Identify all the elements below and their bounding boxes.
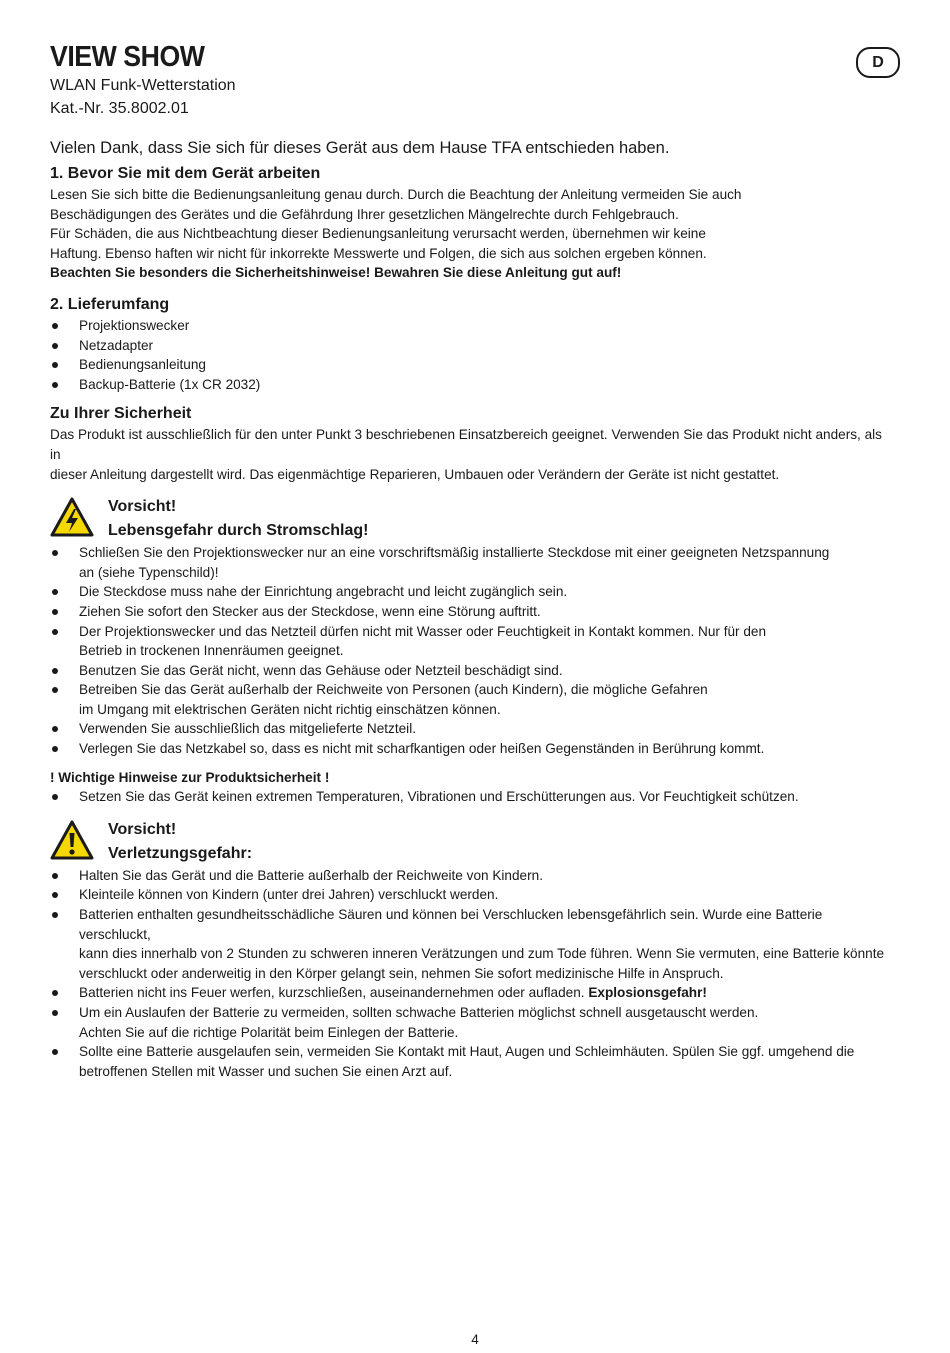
bullet-icon (52, 589, 58, 595)
list-item (50, 739, 895, 759)
important-list (50, 787, 895, 807)
list-item (50, 1042, 895, 1081)
exclamation-hazard-icon (50, 820, 94, 860)
list-item-text: betroffenen Stellen mit Wasser und suchen Sie einen Arzt auf. (79, 1063, 453, 1079)
list-item-text: im Umgang mit elektrischen Geräten nicht richtig einschätzen können. (79, 701, 501, 717)
list-item (50, 582, 895, 602)
intro-text: Vielen Dank, dass Sie sich für dieses Gerät aus dem Hause TFA entschieden haben. (50, 139, 670, 157)
bullet-icon (52, 550, 58, 556)
bullet-icon (52, 990, 58, 996)
list-item-text: an (siehe Typenschild)! (79, 564, 219, 580)
page-number: 4 (471, 1332, 479, 1347)
safety-line: dieser Anleitung dargestellt wird. Das eigenmächtige Reparieren, Umbauen oder Verändern der Geräte ist nicht gestattet. (50, 466, 780, 482)
list-item-text: verschluckt oder anderweitig in den Körper gelangt sein, nehmen Sie sofort medizinische Hilfe in Anspruch. (79, 965, 724, 981)
product-subtitle: WLAN Funk-Wetterstation (50, 77, 236, 94)
bullet-icon (52, 794, 58, 800)
document-page (50, 40, 895, 1081)
bullet-icon (52, 629, 58, 635)
bullet-icon (52, 746, 58, 752)
list-item-text: Benutzen Sie das Gerät nicht, wenn das Gehäuse oder Netzteil beschädigt sind. (79, 662, 563, 678)
section1-body (50, 185, 895, 283)
list-item-text-part: Batterien nicht ins Feuer werfen, kurzschließen, auseinandernehmen oder aufladen. (79, 985, 589, 1001)
injury-warning-list (50, 866, 895, 1082)
list-item (50, 543, 895, 582)
section1-bold-note: Beachten Sie besonders die Sicherheitshinweise! Bewahren Sie diese Anleitung gut auf! (50, 265, 622, 281)
explosion-warning-label: Explosionsgefahr! (588, 985, 707, 1001)
electric-hazard-icon (50, 497, 94, 537)
warning-subtitle: Verletzungsgefahr: (108, 844, 253, 862)
list-item-text: Ziehen Sie sofort den Stecker aus der Steckdose, wenn eine Störung auftritt. (79, 603, 541, 619)
list-item (50, 316, 895, 336)
list-item (50, 905, 895, 983)
language-badge: D (856, 47, 900, 78)
section1-line: Lesen Sie sich bitte die Bedienungsanleitung genau durch. Durch die Beachtung der Anleitung vermeiden Sie auch (50, 187, 742, 202)
safety-line: Das Produkt ist ausschließlich für den unter Punkt 3 beschriebenen Einsatzbereich geeignet. Verwenden Sie das Produkt nicht anders, als in (50, 427, 882, 462)
list-item-text: Netzadapter (79, 337, 154, 353)
list-item-text: Verwenden Sie ausschließlich das mitgelieferte Netzteil. (79, 721, 416, 737)
list-item (50, 719, 895, 739)
warning-subtitle: Lebensgefahr durch Stromschlag! (108, 522, 369, 540)
bullet-icon (52, 668, 58, 674)
bullet-icon (52, 1049, 58, 1055)
list-item-text: Bedienungsanleitung (79, 357, 206, 373)
warning-title: Vorsicht! (108, 820, 177, 838)
list-item (50, 355, 895, 375)
delivery-list (50, 316, 895, 394)
list-item-text: Die Steckdose muss nahe der Einrichtung angebracht und leicht zugänglich sein. (79, 584, 568, 600)
section1-line: Für Schäden, die aus Nichtbeachtung dieser Bedienungsanleitung verursacht werden, übernehmen wir keine (50, 226, 706, 242)
bullet-icon (52, 609, 58, 615)
list-item (50, 336, 895, 356)
catalog-number: Kat.-Nr. 35.8002.01 (50, 100, 189, 117)
list-item-text: Backup-Batterie (1x CR 2032) (79, 376, 261, 392)
list-item (50, 787, 895, 807)
list-item (50, 602, 895, 622)
injury-warning (50, 818, 895, 866)
bullet-icon (52, 912, 58, 918)
bullet-icon (52, 726, 58, 732)
bullet-icon (52, 382, 58, 388)
list-item-text (79, 983, 895, 1003)
bullet-icon (52, 1010, 58, 1016)
bullet-icon (52, 687, 58, 693)
list-item (50, 1003, 895, 1042)
list-item-text: Sollte eine Batterie ausgelaufen sein, vermeiden Sie Kontakt mit Haut, Augen und Schleimhäuten. Spülen Sie ggf. umgehend die (79, 1044, 855, 1060)
list-item (50, 866, 895, 886)
list-item-text: Betreiben Sie das Gerät außerhalb der Reichweite von Personen (auch Kindern), die mögliche Gefahren (79, 682, 708, 698)
list-item (50, 983, 895, 1003)
list-item (50, 375, 895, 395)
bullet-icon (52, 892, 58, 898)
safety-heading: Zu Ihrer Sicherheit (50, 405, 192, 423)
bullet-icon (52, 343, 58, 349)
list-item-text: Batterien enthalten gesundheitsschädliche Säuren und können bei Verschlucken lebensgefährlich sein. Wurde eine Batterie verschluckt, (79, 907, 823, 942)
list-item-text: Projektionswecker (79, 317, 190, 333)
list-item-text: Achten Sie auf die richtige Polarität beim Einlegen der Batterie. (79, 1024, 459, 1040)
warning-title: Vorsicht! (108, 498, 177, 516)
list-item-text: Um ein Auslaufen der Batterie zu vermeiden, sollten schwache Batterien möglichst schnell ausgetauscht werden. (79, 1005, 759, 1020)
bullet-icon (52, 362, 58, 368)
bullet-icon (52, 323, 58, 329)
section1-line: Haftung. Ebenso haften wir nicht für inkorrekte Messwerte und Folgen, die sich aus solchen ergeben können. (50, 245, 707, 261)
list-item-text: Verlegen Sie das Netzkabel so, dass es nicht mit scharfkantigen oder heißen Gegenständen in Berührung kommt. (79, 741, 765, 757)
document-title: VIEW SHOW (50, 41, 205, 73)
list-item-text: Setzen Sie das Gerät keinen extremen Temperaturen, Vibrationen und Erschütterungen aus. Vor Feuchtigkeit schützen. (79, 789, 799, 805)
section2-heading: 2. Lieferumfang (50, 295, 170, 313)
list-item-text: Schließen Sie den Projektionswecker nur an eine vorschriftsmäßig installierte Steckdose mit einer geeigneten Netzspannung (79, 545, 830, 561)
section1-heading: 1. Bevor Sie mit dem Gerät arbeiten (50, 165, 321, 182)
list-item-text: Betrieb in trockenen Innenräumen geeignet. (79, 643, 344, 659)
list-item (50, 885, 895, 905)
section1-line: Beschädigungen des Gerätes und die Gefährdung Ihrer gesetzlichen Mängelrechte durch Fehlgebrauch. (50, 206, 679, 222)
list-item-text: Kleinteile können von Kindern (unter drei Jahren) verschluckt werden. (79, 887, 499, 903)
electric-warning-list (50, 543, 895, 759)
list-item-text: Der Projektionswecker und das Netzteil dürfen nicht mit Wasser oder Feuchtigkeit in Kontakt kommen. Nur für den (79, 623, 767, 639)
list-item-text: Halten Sie das Gerät und die Batterie außerhalb der Reichweite von Kindern. (79, 867, 543, 883)
list-item (50, 661, 895, 681)
electric-warning (50, 495, 895, 543)
bullet-icon (52, 873, 58, 879)
list-item (50, 680, 895, 719)
list-item (50, 622, 895, 661)
important-heading: ! Wichtige Hinweise zur Produktsicherheit ! (50, 769, 330, 785)
list-item-text: kann dies innerhalb von 2 Stunden zu schweren inneren Verätzungen und zum Tode führen. Wenn Sie vermuten, eine Batterie könnte (79, 946, 885, 962)
